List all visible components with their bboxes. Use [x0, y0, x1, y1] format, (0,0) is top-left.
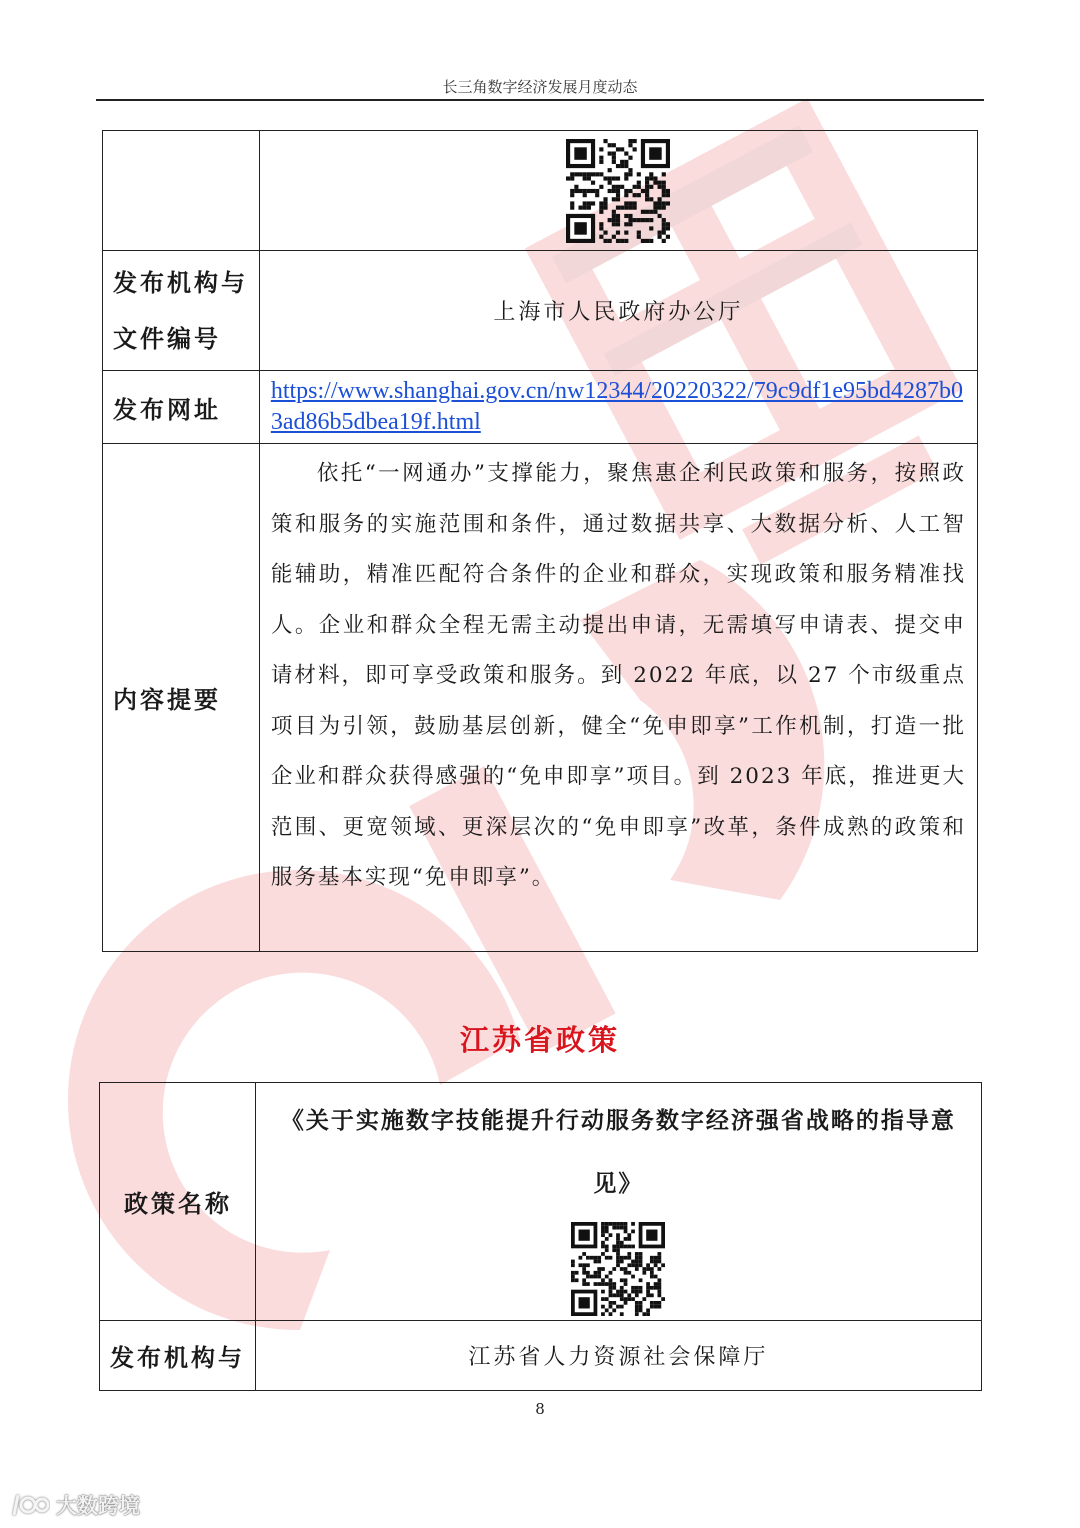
- publisher-value: 上海市人民政府办公厅: [259, 251, 977, 371]
- shanghai-policy-table: [102, 130, 978, 952]
- summary-row: [103, 444, 978, 952]
- summary-text: 依托“一网通办”支撑能力，聚焦惠企利民政策和服务，按照政策和服务的实施范围和条件，通过数据共享、大数据分析、人工智能辅助，精准匹配符合条件的企业和群众，实现政策和服务精准找人。企业和群众全程无需主动提出申请，无需填写申请表、提交申请材料，即可享受政策和服务。到 2022 年底，以 27 个市级重点项目为引领，鼓励基层创新，健全“免申即享”工作机制，打造一批企业和群众获得感强的“免申即享”项目。到 2023 年底，推进更大范围、更宽领域、更深层次的“免申即享”改革，条件成熟的政策和服务基本实现“免申即享”。: [270, 461, 966, 890]
- summary-cell: [259, 444, 977, 952]
- url-cell: [259, 371, 977, 444]
- jiangsu-publisher-value: 江苏省人力资源社会保障厅: [255, 1321, 981, 1391]
- jiangsu-policy-table: [99, 1082, 982, 1391]
- url-label: 发布网址: [103, 371, 260, 444]
- brand-badge: [10, 1490, 140, 1520]
- publisher-label: 发布机构与 文件编号: [103, 251, 260, 371]
- policy-name-label: 政策名称: [100, 1083, 256, 1321]
- qr-code-icon: [571, 1222, 665, 1316]
- page-number: 8: [535, 1400, 545, 1418]
- section-title: 江苏省政策: [459, 1023, 620, 1057]
- qr-code-icon: [566, 139, 670, 243]
- jiangsu-publisher-label: 发布机构与: [100, 1321, 256, 1391]
- brand-name: 大数跨境: [56, 1494, 140, 1518]
- policy-name-cell: [255, 1083, 981, 1321]
- policy-name-row: [100, 1083, 982, 1321]
- qr-row-label-cell: [103, 131, 260, 251]
- policy-name: 《关于实施数字技能提升行动服务数字经济强省战略的指导意见》: [280, 1108, 956, 1197]
- qr-row: [103, 131, 978, 251]
- url-row: [103, 371, 978, 444]
- qr-row-cell: [259, 131, 977, 251]
- jiangsu-publisher-row: [100, 1321, 982, 1391]
- summary-label: 内容提要: [103, 444, 260, 952]
- header-divider: [96, 99, 984, 101]
- page-header-title: 长三角数字经济发展月度动态: [442, 78, 638, 96]
- publisher-row: [103, 251, 978, 371]
- publication-url-link[interactable]: https://www.shanghai.gov.cn/nw12344/20220322/79c9df1e95bd4287b03ad86b5dbea19f.html: [270, 378, 963, 435]
- brand-logo-icon: [10, 1491, 50, 1519]
